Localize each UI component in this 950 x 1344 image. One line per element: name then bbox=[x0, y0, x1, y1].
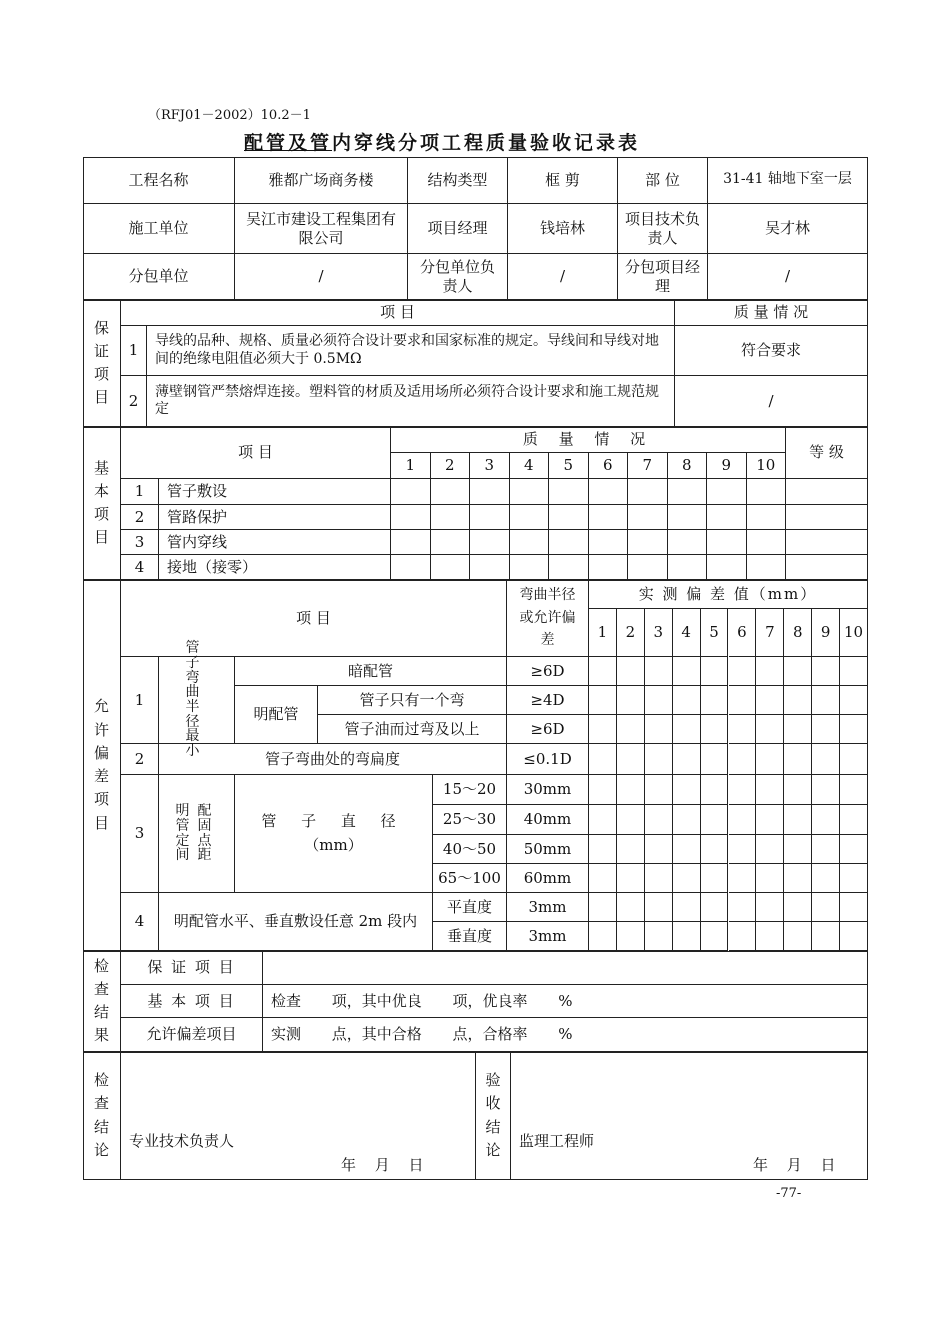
tolerance-col-header: 6 bbox=[729, 609, 757, 657]
project-name-label: 工程名称 bbox=[83, 157, 235, 204]
location-value: 31-41 轴地下室一层 bbox=[708, 157, 868, 204]
hidden-pipe-value: ≥6D bbox=[507, 657, 589, 686]
measured-cell bbox=[589, 922, 617, 951]
basic-grid-cell bbox=[589, 530, 629, 555]
basic-grid-cell bbox=[391, 555, 431, 580]
straightness-value: 3mm bbox=[507, 893, 589, 922]
measured-cell bbox=[756, 744, 784, 775]
guarantee-quality-header: 质 量 情 况 bbox=[675, 300, 868, 326]
tolerance-col-header: 4 bbox=[673, 609, 701, 657]
basic-item-label: 接地（接零） bbox=[159, 555, 391, 580]
measured-cell bbox=[645, 922, 673, 951]
basic-grid-cell bbox=[510, 530, 550, 555]
basic-grid-cell bbox=[431, 530, 471, 555]
measured-cell bbox=[589, 657, 617, 686]
basic-grid-cell bbox=[668, 505, 708, 530]
measured-cell bbox=[645, 835, 673, 864]
guarantee-item-header: 项 目 bbox=[121, 300, 675, 326]
basic-grid-cell bbox=[668, 555, 708, 580]
supervisor-signature-label: 监理工程师 bbox=[519, 1132, 595, 1150]
form-title-rest: 内穿线分项工程质量验收记录表 bbox=[332, 132, 641, 154]
basic-col-header: 3 bbox=[470, 453, 510, 479]
basic-grid-cell bbox=[707, 555, 747, 580]
flatness-label: 管子弯曲处的弯扁度 bbox=[159, 744, 507, 775]
tech-lead-value: 吴才林 bbox=[708, 204, 868, 254]
measured-cell bbox=[784, 657, 812, 686]
measured-cell bbox=[812, 835, 840, 864]
basic-grid-cell bbox=[549, 505, 589, 530]
bend-radius-label: 管子弯曲半径最小 bbox=[159, 657, 235, 744]
guarantee-item-text: 导线的品种、规格、质量必须符合设计要求和国家标准的规定。导线间和导线对地间的绝缘电阻值必须大于 0.5MΩ bbox=[147, 326, 675, 376]
measured-cell bbox=[784, 893, 812, 922]
measured-cell bbox=[812, 805, 840, 835]
straightness-value: 3mm bbox=[507, 922, 589, 951]
check-conclusion-area bbox=[121, 1052, 476, 1180]
basic-grade-cell bbox=[786, 479, 868, 505]
basic-grid-cell bbox=[510, 479, 550, 505]
tolerance-measured-header: 实 测 偏 差 值（mm） bbox=[589, 580, 868, 609]
measured-cell bbox=[589, 805, 617, 835]
measured-cell bbox=[673, 657, 701, 686]
measured-cell bbox=[617, 744, 645, 775]
diameter-range: 65～100 bbox=[433, 864, 507, 893]
basic-grid-cell bbox=[510, 555, 550, 580]
basic-item-header: 项 目 bbox=[121, 427, 391, 479]
measured-cell bbox=[756, 864, 784, 893]
measured-cell bbox=[701, 835, 729, 864]
sub-label: 分包单位 bbox=[83, 254, 235, 300]
result-guarantee-value bbox=[263, 951, 868, 985]
measured-cell bbox=[784, 805, 812, 835]
basic-grid-cell bbox=[707, 530, 747, 555]
basic-grid-cell bbox=[628, 555, 668, 580]
sub-pm-value: / bbox=[708, 254, 868, 300]
measured-cell bbox=[645, 805, 673, 835]
pm-value: 钱培林 bbox=[508, 204, 618, 254]
guarantee-item-no: 2 bbox=[121, 376, 147, 427]
measured-cell bbox=[729, 805, 757, 835]
spacing-value: 50mm bbox=[507, 835, 589, 864]
basic-grid-cell bbox=[668, 479, 708, 505]
basic-item-label: 管内穿线 bbox=[159, 530, 391, 555]
form-code: （RFJ01－2002）10.2－1 bbox=[148, 108, 311, 123]
measured-cell bbox=[840, 657, 868, 686]
sub-value: / bbox=[235, 254, 408, 300]
measured-cell bbox=[840, 893, 868, 922]
measured-cell bbox=[812, 893, 840, 922]
basic-col-header: 4 bbox=[510, 453, 550, 479]
tolerance-group-no: 2 bbox=[121, 744, 159, 775]
measured-cell bbox=[701, 805, 729, 835]
basic-grid-cell bbox=[707, 479, 747, 505]
pipe-diameter-label bbox=[235, 775, 433, 893]
guarantee-item-text: 薄壁钢管严禁熔焊连接。塑料管的材质及适用场所必须符合设计要求和施工规范规定 bbox=[147, 376, 675, 427]
one-bend-value: ≥4D bbox=[507, 686, 589, 715]
measured-cell bbox=[784, 864, 812, 893]
measured-cell bbox=[673, 864, 701, 893]
measured-cell bbox=[840, 835, 868, 864]
basic-item-no: 4 bbox=[121, 555, 159, 580]
measured-cell bbox=[589, 744, 617, 775]
basic-grid-cell bbox=[510, 505, 550, 530]
basic-item-label: 管子敷设 bbox=[159, 479, 391, 505]
basic-col-header: 7 bbox=[628, 453, 668, 479]
result-basic-value: 检查 项，其中优良 项，优良率 % bbox=[263, 985, 868, 1018]
contractor-label: 施工单位 bbox=[83, 204, 235, 254]
tolerance-col-header: 2 bbox=[617, 609, 645, 657]
diameter-range: 25～30 bbox=[433, 805, 507, 835]
measured-cell bbox=[645, 775, 673, 805]
measured-cell bbox=[729, 715, 757, 744]
measured-cell bbox=[617, 775, 645, 805]
measured-cell bbox=[617, 922, 645, 951]
one-bend-label: 管子只有一个弯 bbox=[318, 686, 507, 715]
straightness-type: 平直度 bbox=[433, 893, 507, 922]
basic-col-header: 1 bbox=[391, 453, 431, 479]
measured-cell bbox=[784, 744, 812, 775]
basic-col-header: 10 bbox=[747, 453, 787, 479]
check-date: 年 月 日 bbox=[341, 1156, 424, 1174]
measured-cell bbox=[784, 775, 812, 805]
measured-cell bbox=[589, 864, 617, 893]
basic-grid-cell bbox=[391, 479, 431, 505]
location-label: 部 位 bbox=[618, 157, 708, 204]
measured-cell bbox=[673, 805, 701, 835]
basic-grade-header: 等 级 bbox=[786, 427, 868, 479]
tolerance-col-header: 3 bbox=[645, 609, 673, 657]
basic-col-header: 6 bbox=[589, 453, 629, 479]
basic-grid-cell bbox=[628, 530, 668, 555]
basic-col-header: 5 bbox=[549, 453, 589, 479]
basic-grid-cell bbox=[431, 479, 471, 505]
measured-cell bbox=[729, 775, 757, 805]
basic-grid-cell bbox=[628, 505, 668, 530]
guarantee-item-quality: / bbox=[675, 376, 868, 427]
measured-cell bbox=[729, 893, 757, 922]
measured-cell bbox=[840, 715, 868, 744]
measured-cell bbox=[729, 922, 757, 951]
measured-cell bbox=[617, 864, 645, 893]
tolerance-section-label: 允许偏差项目 bbox=[83, 580, 121, 951]
basic-grade-cell bbox=[786, 555, 868, 580]
basic-col-header: 8 bbox=[668, 453, 708, 479]
measured-cell bbox=[784, 835, 812, 864]
basic-grid-cell bbox=[431, 505, 471, 530]
measured-cell bbox=[645, 893, 673, 922]
tolerance-group-no: 1 bbox=[121, 657, 159, 744]
result-basic-label: 基 本 项 目 bbox=[121, 985, 263, 1018]
basic-grid-cell bbox=[628, 479, 668, 505]
measured-cell bbox=[840, 805, 868, 835]
measured-cell bbox=[812, 715, 840, 744]
diameter-range: 15～20 bbox=[433, 775, 507, 805]
acceptance-conclusion-area bbox=[511, 1052, 868, 1180]
measured-cell bbox=[701, 864, 729, 893]
measured-cell bbox=[812, 744, 840, 775]
measured-cell bbox=[617, 657, 645, 686]
basic-grid-cell bbox=[549, 555, 589, 580]
measured-cell bbox=[645, 686, 673, 715]
measured-cell bbox=[701, 657, 729, 686]
basic-grid-cell bbox=[589, 479, 629, 505]
measured-cell bbox=[729, 686, 757, 715]
tolerance-col-header: 9 bbox=[812, 609, 840, 657]
measured-cell bbox=[701, 775, 729, 805]
straightness-label: 明配管水平、垂直敷设任意 2m 段内 bbox=[159, 893, 433, 951]
basic-grid-cell bbox=[747, 505, 787, 530]
basic-grid-cell bbox=[668, 530, 708, 555]
form-title-underlined: 配管及管 bbox=[244, 132, 333, 154]
measured-cell bbox=[784, 715, 812, 744]
pipe-diameter-unit: （mm） bbox=[304, 835, 363, 854]
guarantee-item-no: 1 bbox=[121, 326, 147, 376]
check-conclusion-label: 检查结论 bbox=[83, 1052, 121, 1180]
basic-grid-cell bbox=[470, 555, 510, 580]
measured-cell bbox=[645, 864, 673, 893]
measured-cell bbox=[673, 715, 701, 744]
measured-cell bbox=[617, 686, 645, 715]
contractor-value: 吴江市建设工程集团有限公司 bbox=[235, 204, 408, 254]
tech-lead-signature-label: 专业技术负责人 bbox=[129, 1132, 235, 1150]
measured-cell bbox=[756, 922, 784, 951]
measured-cell bbox=[729, 744, 757, 775]
measured-cell bbox=[756, 893, 784, 922]
sub-lead-label: 分包单位负责人 bbox=[408, 254, 508, 300]
basic-col-header: 9 bbox=[707, 453, 747, 479]
measured-cell bbox=[645, 657, 673, 686]
measured-cell bbox=[589, 686, 617, 715]
page-number: -77- bbox=[776, 1186, 802, 1201]
tech-lead-label: 项目技术负责人 bbox=[618, 204, 708, 254]
spacing-value: 60mm bbox=[507, 864, 589, 893]
measured-cell bbox=[673, 686, 701, 715]
basic-grade-cell bbox=[786, 530, 868, 555]
measured-cell bbox=[812, 775, 840, 805]
basic-grade-cell bbox=[786, 505, 868, 530]
basic-section-label: 基本项目 bbox=[83, 427, 121, 580]
measured-cell bbox=[701, 893, 729, 922]
measured-cell bbox=[673, 922, 701, 951]
basic-item-no: 1 bbox=[121, 479, 159, 505]
hidden-pipe-label: 暗配管 bbox=[235, 657, 507, 686]
measured-cell bbox=[701, 715, 729, 744]
straightness-type: 垂直度 bbox=[433, 922, 507, 951]
fixing-spacing-label: 明配管固定点间距 bbox=[159, 775, 235, 893]
multi-bend-value: ≥6D bbox=[507, 715, 589, 744]
basic-item-no: 3 bbox=[121, 530, 159, 555]
measured-cell bbox=[756, 686, 784, 715]
result-tolerance-label: 允许偏差项目 bbox=[121, 1018, 263, 1052]
measured-cell bbox=[840, 775, 868, 805]
pm-label: 项目经理 bbox=[408, 204, 508, 254]
spacing-value: 30mm bbox=[507, 775, 589, 805]
spacing-value: 40mm bbox=[507, 805, 589, 835]
basic-grid-cell bbox=[470, 530, 510, 555]
measured-cell bbox=[812, 864, 840, 893]
structure-type-label: 结构类型 bbox=[408, 157, 508, 204]
basic-grid-cell bbox=[391, 530, 431, 555]
measured-cell bbox=[673, 775, 701, 805]
basic-grid-cell bbox=[747, 555, 787, 580]
measured-cell bbox=[840, 922, 868, 951]
guarantee-item-quality: 符合要求 bbox=[675, 326, 868, 376]
basic-grid-cell bbox=[747, 530, 787, 555]
basic-grid-cell bbox=[589, 505, 629, 530]
measured-cell bbox=[756, 715, 784, 744]
measured-cell bbox=[729, 835, 757, 864]
basic-item-no: 2 bbox=[121, 505, 159, 530]
basic-grid-cell bbox=[470, 479, 510, 505]
measured-cell bbox=[756, 657, 784, 686]
acceptance-conclusion-label: 验收结论 bbox=[476, 1052, 511, 1180]
tolerance-col-header: 7 bbox=[756, 609, 784, 657]
measured-cell bbox=[756, 835, 784, 864]
tolerance-col-header: 5 bbox=[701, 609, 729, 657]
measured-cell bbox=[701, 922, 729, 951]
project-name-value: 雅都广场商务楼 bbox=[235, 157, 408, 204]
basic-col-header: 2 bbox=[431, 453, 471, 479]
measured-cell bbox=[617, 893, 645, 922]
tolerance-group-no: 4 bbox=[121, 893, 159, 951]
measured-cell bbox=[617, 835, 645, 864]
measured-cell bbox=[673, 835, 701, 864]
sub-pm-label: 分包项目经理 bbox=[618, 254, 708, 300]
open-pipe-label: 明配管 bbox=[235, 686, 318, 744]
measured-cell bbox=[701, 686, 729, 715]
tolerance-col-header: 1 bbox=[589, 609, 617, 657]
result-section-label: 检查结果 bbox=[83, 951, 121, 1052]
measured-cell bbox=[784, 922, 812, 951]
measured-cell bbox=[812, 686, 840, 715]
tolerance-item-header: 项 目 bbox=[121, 580, 507, 657]
measured-cell bbox=[840, 864, 868, 893]
basic-grid-cell bbox=[747, 479, 787, 505]
diameter-range: 40～50 bbox=[433, 835, 507, 864]
measured-cell bbox=[617, 715, 645, 744]
basic-grid-cell bbox=[589, 555, 629, 580]
tolerance-col-header: 10 bbox=[840, 609, 868, 657]
structure-type-value: 框 剪 bbox=[508, 157, 618, 204]
multi-bend-label: 管子油而过弯及以上 bbox=[318, 715, 507, 744]
measured-cell bbox=[673, 744, 701, 775]
measured-cell bbox=[701, 744, 729, 775]
measured-cell bbox=[645, 715, 673, 744]
measured-cell bbox=[729, 864, 757, 893]
guarantee-section-label: 保证项目 bbox=[83, 300, 121, 427]
sub-lead-value: / bbox=[508, 254, 618, 300]
measured-cell bbox=[617, 805, 645, 835]
measured-cell bbox=[589, 893, 617, 922]
form-title bbox=[244, 128, 640, 155]
acceptance-date: 年 月 日 bbox=[753, 1156, 836, 1174]
measured-cell bbox=[729, 657, 757, 686]
measured-cell bbox=[589, 715, 617, 744]
result-guarantee-label: 保 证 项 目 bbox=[121, 951, 263, 985]
basic-grid-cell bbox=[391, 505, 431, 530]
measured-cell bbox=[589, 835, 617, 864]
basic-grid-cell bbox=[549, 530, 589, 555]
tolerance-group-no: 3 bbox=[121, 775, 159, 893]
measured-cell bbox=[589, 775, 617, 805]
measured-cell bbox=[756, 775, 784, 805]
result-tolerance-value: 实测 点，其中合格 点，合格率 % bbox=[263, 1018, 868, 1052]
tolerance-allow-header: 弯曲半径或允许偏差 bbox=[507, 580, 589, 657]
measured-cell bbox=[784, 686, 812, 715]
measured-cell bbox=[840, 686, 868, 715]
measured-cell bbox=[756, 805, 784, 835]
measured-cell bbox=[645, 744, 673, 775]
measured-cell bbox=[812, 657, 840, 686]
basic-grid-cell bbox=[470, 505, 510, 530]
basic-grid-cell bbox=[431, 555, 471, 580]
basic-grid-cell bbox=[707, 505, 747, 530]
basic-quality-header: 质 量 情 况 bbox=[391, 427, 786, 453]
tolerance-col-header: 8 bbox=[784, 609, 812, 657]
measured-cell bbox=[812, 922, 840, 951]
pipe-diameter-text: 管 子 直 径 bbox=[261, 812, 406, 831]
measured-cell bbox=[840, 744, 868, 775]
basic-grid-cell bbox=[549, 479, 589, 505]
flatness-value: ≤0.1D bbox=[507, 744, 589, 775]
measured-cell bbox=[673, 893, 701, 922]
basic-item-label: 管路保护 bbox=[159, 505, 391, 530]
